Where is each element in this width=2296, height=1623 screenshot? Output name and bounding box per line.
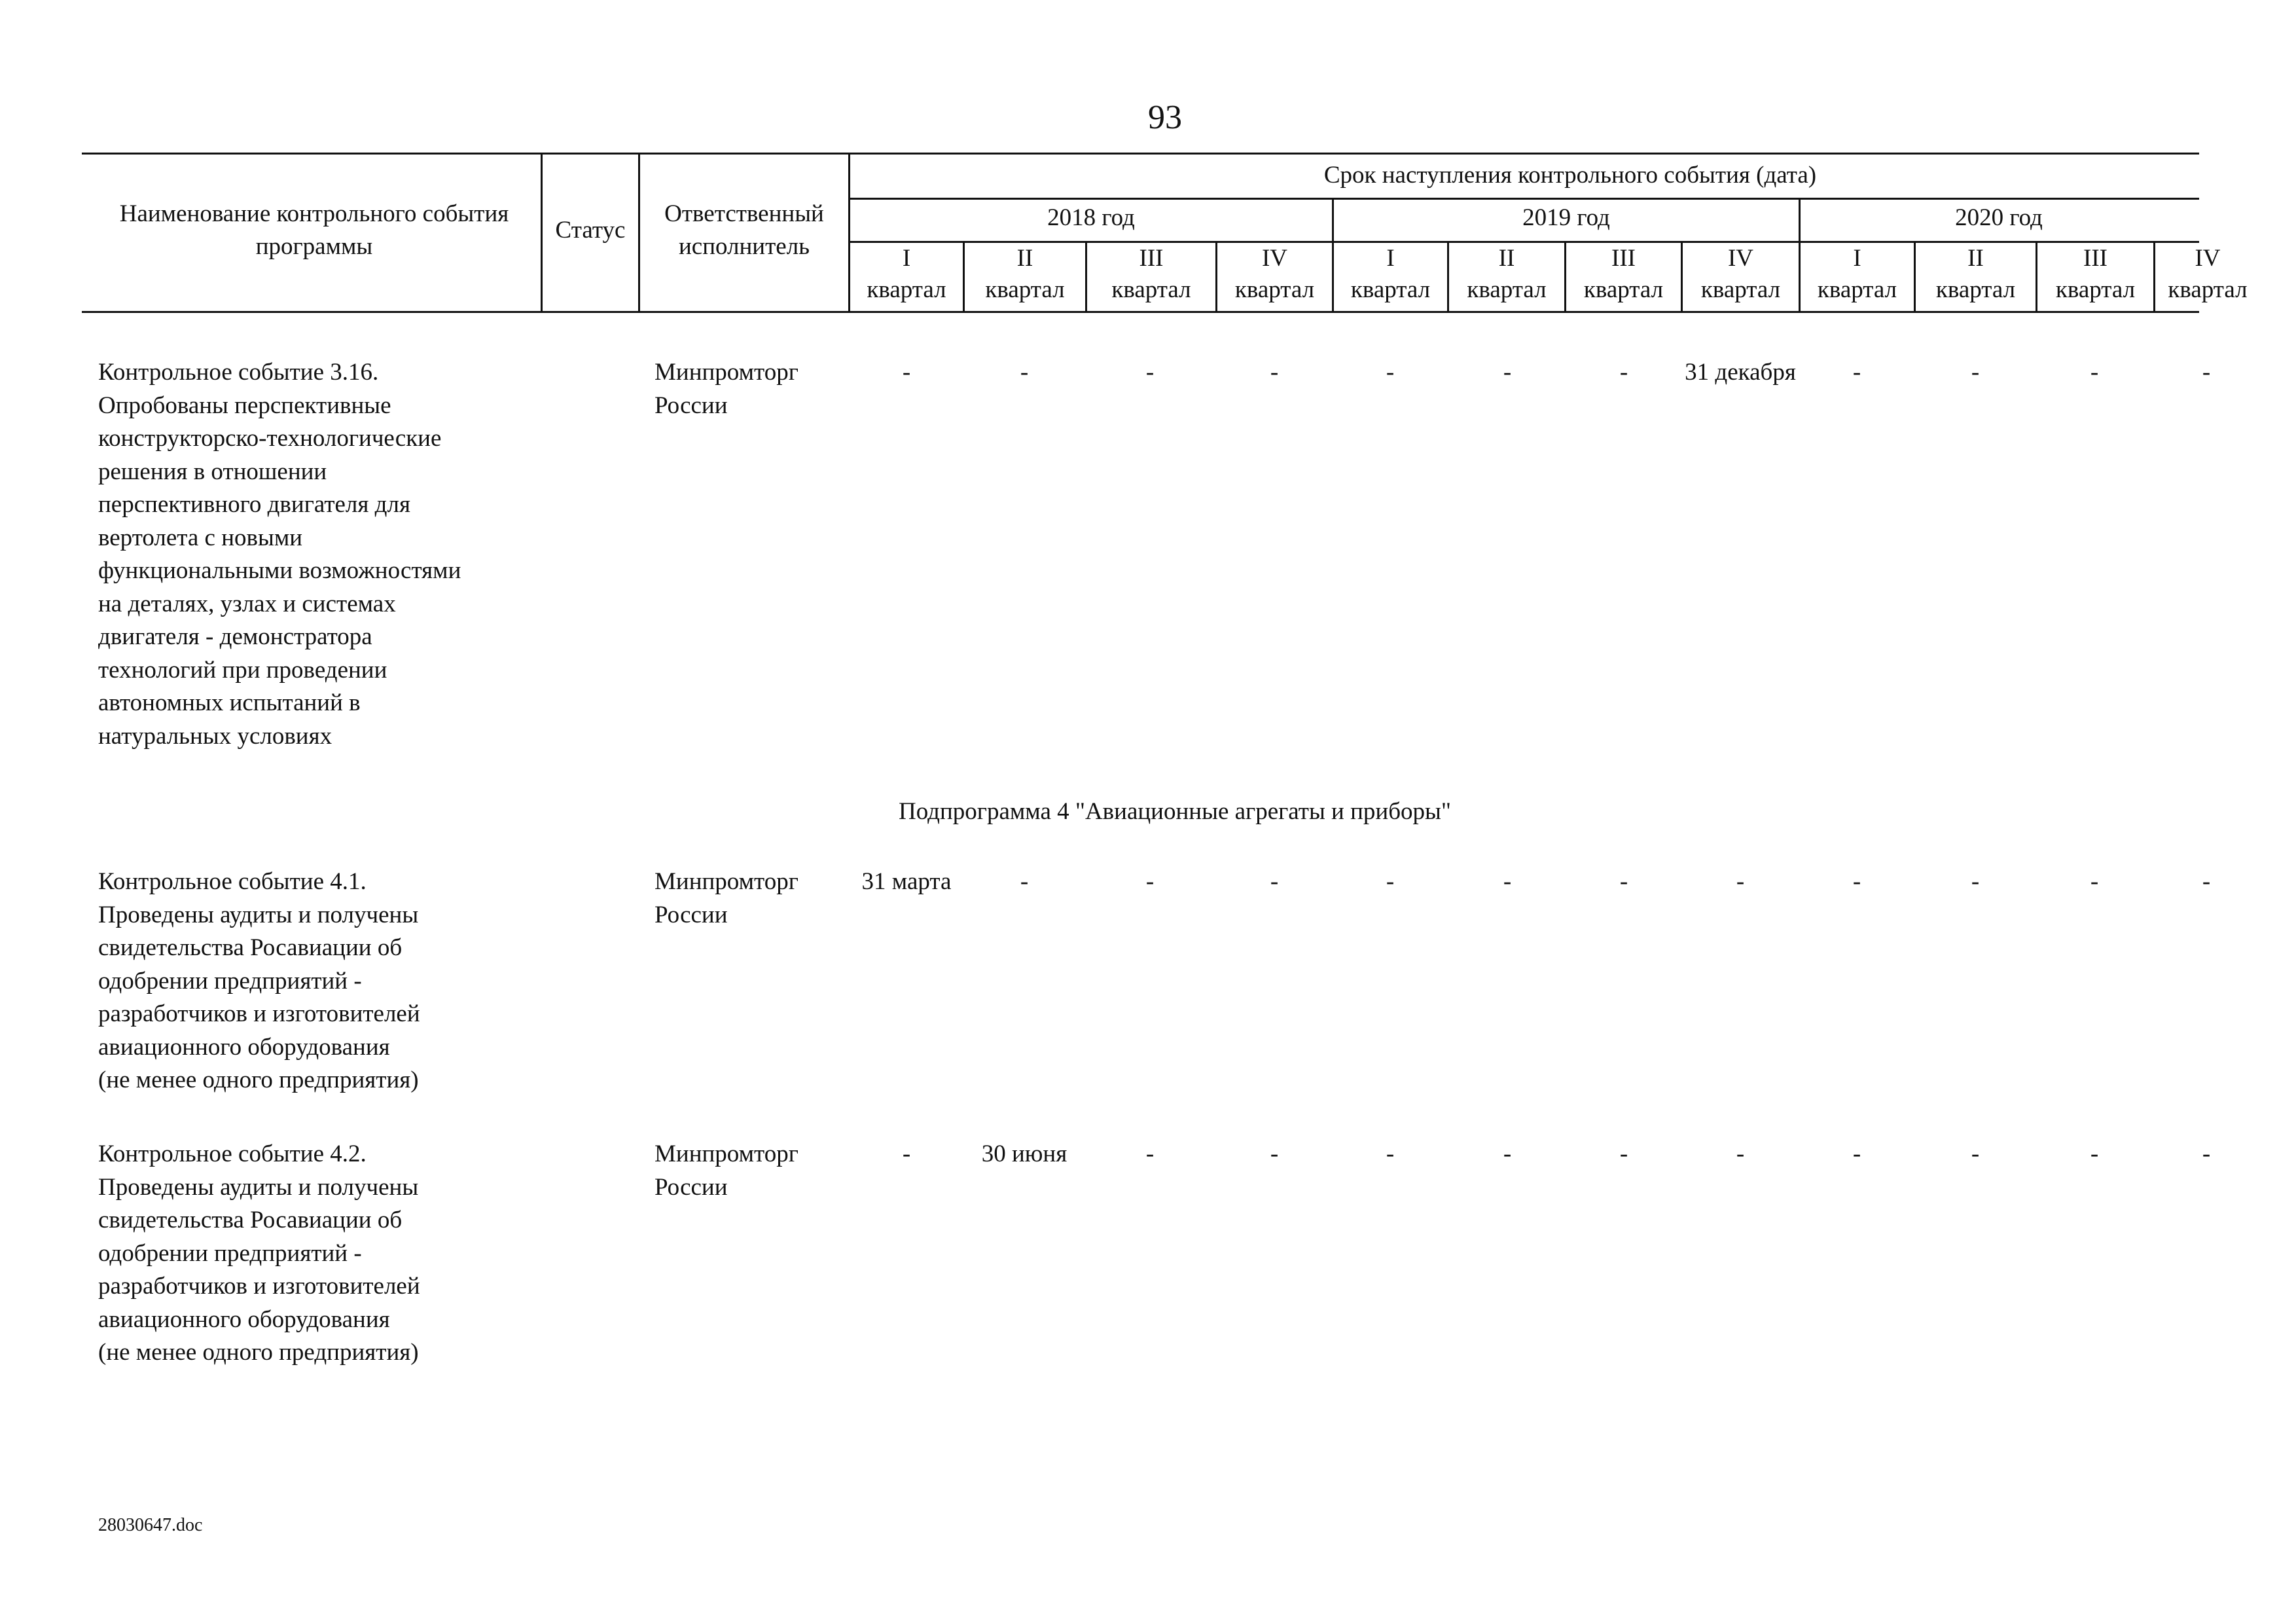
quarter-value: - [2202, 359, 2211, 386]
header-deadline: Срок наступления контрольного события (дата) [1323, 162, 1817, 189]
quarter-value: - [1619, 359, 1628, 386]
header-quarter: II квартал [985, 245, 1065, 303]
header-bottom-rule [82, 311, 2199, 313]
quarter-value: - [2202, 868, 2211, 895]
quarter-value: - [1386, 359, 1395, 386]
header-quarter: IV квартал [1234, 245, 1315, 303]
event-executor: Минпромторг России [655, 868, 798, 928]
quarter-value: - [2090, 868, 2099, 895]
event-name: Контрольное событие 4.1. Проведены аудиты и получены свидетельства Росавиации об одобрении предприятий - разработчиков и изготовителей авиационного оборудования (не менее одного предприятия) [98, 868, 420, 1093]
quarter-value: - [1736, 1140, 1745, 1167]
quarter-value: - [1852, 868, 1861, 895]
quarter-value: 30 июня [981, 1140, 1067, 1167]
quarter-value: - [1852, 359, 1861, 386]
quarter-value: 31 декабря [1685, 359, 1796, 386]
quarter-value: - [1386, 1140, 1395, 1167]
header-quarter: III квартал [1583, 245, 1664, 303]
header-status: Статус [555, 217, 626, 244]
event-name: Контрольное событие 3.16. Опробованы перспективные конструкторско-технологические решения в отношении перспективного двигателя для вертолета с новыми функциональными возможностями на деталях, узлах и системах двигателя - демонстратора технологий при проведении автономных испытаний в натуральных условиях [98, 359, 461, 750]
quarter-value: - [1145, 359, 1155, 386]
quarter-value: - [1386, 868, 1395, 895]
quarter-value: - [1971, 1140, 1980, 1167]
header-year-2018: 2018 год [1047, 204, 1135, 231]
header-year-2019: 2019 год [1522, 204, 1610, 231]
header-quarter: III квартал [2055, 245, 2136, 303]
quarter-value: - [2090, 1140, 2099, 1167]
header-quarter: IV квартал [1700, 245, 1781, 303]
header-quarter: I квартал [1817, 245, 1897, 303]
quarter-value: - [1503, 359, 1512, 386]
quarter-value: - [1852, 1140, 1861, 1167]
header-quarter: I квартал [1350, 245, 1431, 303]
quarter-value: - [1503, 1140, 1512, 1167]
quarter-value: - [1020, 868, 1029, 895]
page-number: 93 [1148, 99, 1182, 136]
quarter-value: - [1619, 868, 1628, 895]
header-quarter: IV квартал [2168, 245, 2248, 303]
event-name: Контрольное событие 4.2. Проведены аудиты и получены свидетельства Росавиации об одобрении предприятий - разработчиков и изготовителей авиационного оборудования (не менее одного предприятия) [98, 1140, 420, 1366]
quarter-value: 31 марта [861, 868, 952, 895]
quarter-value: - [1270, 868, 1279, 895]
quarter-value: - [902, 359, 911, 386]
header-top-rule [82, 153, 2199, 155]
quarter-value: - [1145, 868, 1155, 895]
header-quarter: II квартал [1935, 245, 2016, 303]
quarter-value: - [2202, 1140, 2211, 1167]
document-footer: 28030647.doc [98, 1515, 203, 1535]
quarter-value: - [1971, 359, 1980, 386]
header-quarter: III квартал [1111, 245, 1191, 303]
quarter-value: - [1270, 359, 1279, 386]
header-deadline-rule [848, 198, 2199, 200]
quarter-value: - [1020, 359, 1029, 386]
header-year-2020: 2020 год [1955, 204, 2043, 231]
subprogram-title: Подпрограмма 4 "Авиационные агрегаты и приборы" [898, 798, 1451, 825]
quarter-value: - [1145, 1140, 1155, 1167]
quarter-value: - [1503, 868, 1512, 895]
quarter-value: - [2090, 359, 2099, 386]
event-executor: Минпромторг России [655, 359, 798, 419]
quarter-value: - [1971, 868, 1980, 895]
quarter-value: - [1619, 1140, 1628, 1167]
event-executor: Минпромторг России [655, 1140, 798, 1201]
quarter-value: - [902, 1140, 911, 1167]
header-quarter: I квартал [867, 245, 946, 303]
header-executor: Ответственный исполнитель [664, 200, 824, 260]
quarter-value: - [1736, 868, 1745, 895]
quarter-value: - [1270, 1140, 1279, 1167]
header-event-name: Наименование контрольного события программы [119, 200, 509, 260]
header-quarter: II квартал [1467, 245, 1547, 303]
